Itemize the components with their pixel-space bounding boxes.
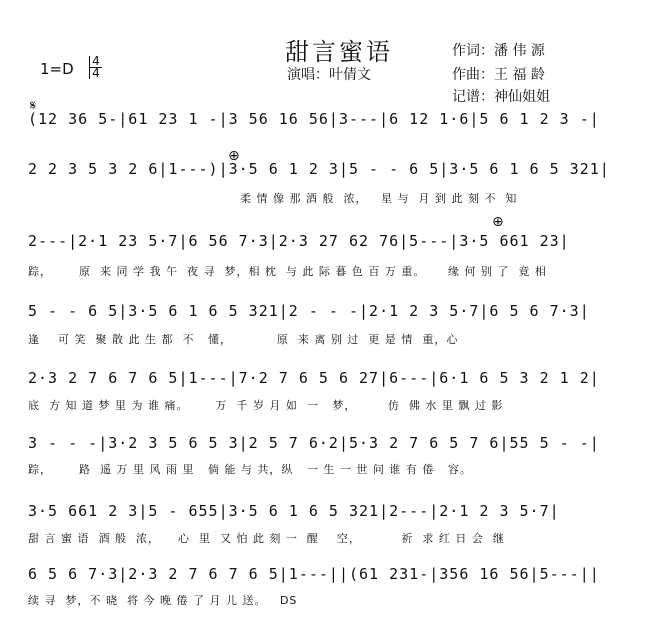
lyric-row-7: 甜 言 蜜 语 酒 般 浓， 心 里 又 怕 此 刻 一 醒 空， 祈 求 红 日 会 继 xyxy=(28,532,505,545)
lyric-row-3: 踪， 原 来 同 学 我 午 夜 寻 梦，相 枕 与 此 际 暮 色 百 万 重。 缘 何 别 了 竟 相 xyxy=(28,265,547,278)
lyricist-credit: 作词：潘 伟 源 xyxy=(452,43,545,59)
notation-row-7: 3·5 661 2 3|5 - 655|3·5 6 1 6 5 321|2---|2·1 2 3 5·7| xyxy=(28,502,560,520)
time-signature-top: 4 xyxy=(90,56,102,68)
notation-row-1: (12 36 5-|61 23 1 -|3 56 16 56|3---|6 12 1·6|5 6 1 2 3 -| xyxy=(28,110,600,128)
time-signature xyxy=(89,56,102,79)
lyric-row-2: 柔 情 像 那 酒 般 浓， 星 与 月 到 此 刻 不 知 xyxy=(240,192,518,205)
segno-icon: 𝄋 xyxy=(30,98,37,114)
notation-row-8: 6 5 6 7·3|2·3 2 7 6 7 6 5|1---||(61 231-|356 16 56|5---|| xyxy=(28,565,600,583)
composer-credit: 作曲：王 福 龄 xyxy=(452,67,545,83)
notation-row-6: 3 - - -|3·2 3 5 6 5 3|2 5 7 6·2|5·3 2 7 6 5 7 6|55 5 - -| xyxy=(28,434,600,452)
song-title: 甜言蜜语 xyxy=(285,38,393,66)
lyric-row-4: 逢 可 笑 聚 散 此 生 都 不 懂， 原 来 离 别 过 更 是 情 重，心 xyxy=(28,333,459,346)
lyric-row-5: 底 方 知 道 梦 里 为 谁 痛。 万 千 岁 月 如 一 梦， 仿 佛 水 里 飘 过 影 xyxy=(28,399,504,412)
notation-row-4: 5 - - 6 5|3·5 6 1 6 5 321|2 - - -|2·1 2 3 5·7|6 5 6 7·3| xyxy=(28,302,590,320)
singer-credit: 演唱：叶倩文 xyxy=(287,67,371,83)
lyric-row-6: 踪， 路 遥 万 里 风 雨 里 倘 能 与 共，纵 一 生 一 世 问 谁 有 倦 容。 xyxy=(28,463,472,476)
notation-row-3: 2---|2·1 23 5·7|6 56 7·3|2·3 27 62 76|5---|3·5 661 23| xyxy=(28,232,570,250)
key-signature: 1=D xyxy=(40,60,74,78)
coda-icon-2: ⊕ xyxy=(492,214,504,230)
time-signature-bottom: 4 xyxy=(92,66,100,80)
transcriber-credit: 记谱：神仙姐姐 xyxy=(452,89,550,105)
notation-row-5: 2·3 2 7 6 7 6 5|1---|7·2 7 6 5 6 27|6---|6·1 6 5 3 2 1 2| xyxy=(28,369,600,387)
lyric-row-8: 续 寻 梦，不 晓 将 今 晚 倦 了 月 儿 送。 DS xyxy=(28,594,298,607)
coda-icon-1: ⊕ xyxy=(228,148,240,164)
notation-row-2: 2 2 3 5 3 2 6|1---)|3·5 6 1 2 3|5 - - 6 5|3·5 6 1 6 5 321| xyxy=(28,160,610,178)
